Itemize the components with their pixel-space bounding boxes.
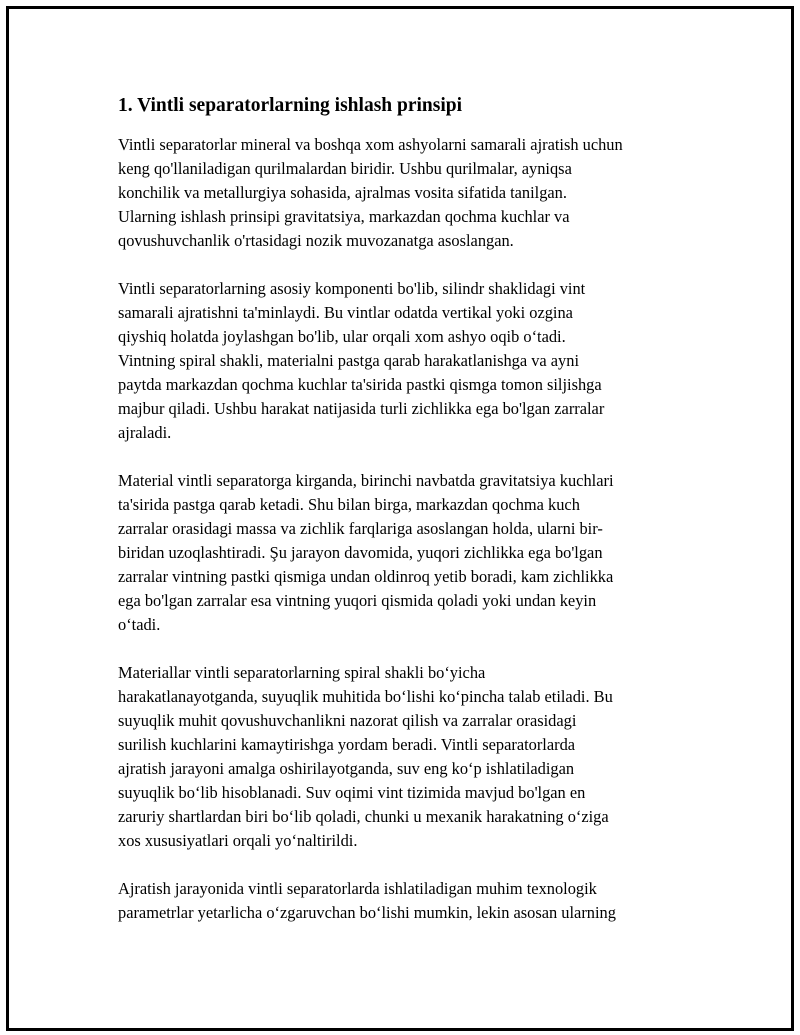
text-line: ega bo'lgan zarralar esa vintning yuqori qismida qoladi yoki undan keyin xyxy=(118,591,597,610)
paragraph xyxy=(118,877,693,925)
text-line: Materiallar vintli separatorlarning spiral shakli bo‘yicha xyxy=(118,663,486,682)
text-line: zarralar orasidagi massa va zichlik farqlariga asoslangan holda, ularni bir- xyxy=(118,519,603,538)
document-body xyxy=(118,92,693,949)
text-line: biridan uzoqlashtiradi. Şu jarayon davomida, yuqori zichlikka ega bo'lgan xyxy=(118,543,603,562)
paragraph xyxy=(118,661,693,853)
text-line: o‘tadi. xyxy=(118,615,161,634)
text-line: Vintli separatorlarning asosiy komponenti bo'lib, silindr shaklidagi vint xyxy=(118,279,586,298)
text-line: paytda markazdan qochma kuchlar ta'sirida pastki qismga tomon siljishga xyxy=(118,375,602,394)
text-line: ta'sirida pastga qarab ketadi. Shu bilan birga, markazdan qochma kuch xyxy=(118,495,580,514)
text-line: Ajratish jarayonida vintli separatorlarda ishlatiladigan muhim texnologik xyxy=(118,879,597,898)
paragraph xyxy=(118,277,693,445)
text-line: ajratish jarayoni amalga oshirilayotganda, suv eng ko‘p ishlatiladigan xyxy=(118,759,575,778)
text-line: qiyshiq holatda joylashgan bo'lib, ular orqali xom ashyo oqib o‘tadi. xyxy=(118,327,566,346)
text-line: suyuqlik bo‘lib hisoblanadi. Suv oqimi vint tizimida mavjud bo'lgan en xyxy=(118,783,586,802)
text-line: zaruriy shartlardan biri bo‘lib qoladi, chunki u mexanik harakatning o‘ziga xyxy=(118,807,609,826)
text-line: Vintning spiral shakli, materialni pastga qarab harakatlanishga va ayni xyxy=(118,351,579,370)
paragraph xyxy=(118,469,693,637)
text-line: xos xususiyatlari orqali yo‘naltirildi. xyxy=(118,831,358,850)
text-line: suyuqlik muhit qovushuvchanlikni nazorat qilish va zarralar orasidagi xyxy=(118,711,577,730)
text-line: Ularning ishlash prinsipi gravitatsiya, markazdan qochma kuchlar va xyxy=(118,207,570,226)
paragraphs-container xyxy=(118,133,693,925)
text-line: Material vintli separatorga kirganda, birinchi navbatda gravitatsiya kuchlari xyxy=(118,471,614,490)
text-line: surilish kuchlarini kamaytirishga yordam beradi. Vintli separatorlarda xyxy=(118,735,576,754)
text-line: qovushuvchanlik o'rtasidagi nozik muvozanatga asoslangan. xyxy=(118,231,514,250)
text-line: keng qo'llaniladigan qurilmalardan biridir. Ushbu qurilmalar, ayniqsa xyxy=(118,159,572,178)
section-heading: 1. Vintli separatorlarning ishlash prinsipi xyxy=(118,95,463,116)
text-line: harakatlanayotganda, suyuqlik muhitida bo‘lishi ko‘pincha talab etiladi. Bu xyxy=(118,687,613,706)
text-line: majbur qiladi. Ushbu harakat natijasida turli zichlikka ega bo'lgan zarralar xyxy=(118,399,605,418)
text-line: Vintli separatorlar mineral va boshqa xom ashyolarni samarali ajratish uchun xyxy=(118,135,623,154)
text-line: parametrlar yetarlicha o‘zgaruvchan bo‘lishi mumkin, lekin asosan ularning xyxy=(118,903,616,922)
text-line: konchilik va metallurgiya sohasida, ajralmas vosita sifatida tanilgan. xyxy=(118,183,567,202)
text-line: samarali ajratishni ta'minlaydi. Bu vintlar odatda vertikal yoki ozgina xyxy=(118,303,573,322)
text-line: zarralar vintning pastki qismiga undan oldinroq yetib boradi, kam zichlikka xyxy=(118,567,614,586)
paragraph xyxy=(118,133,693,253)
text-line: ajraladi. xyxy=(118,423,172,442)
